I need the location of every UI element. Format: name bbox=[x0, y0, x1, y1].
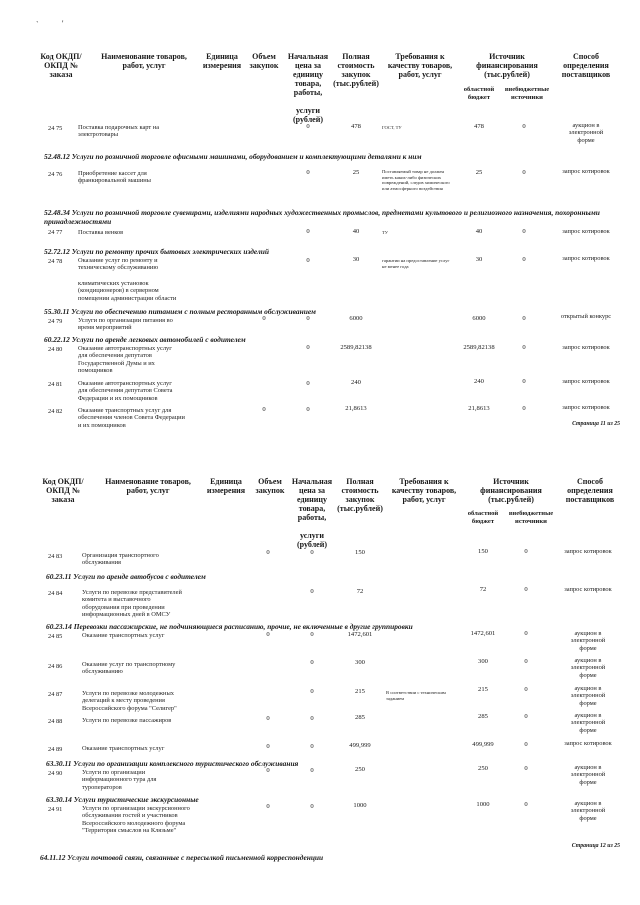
quality-requirements: ТУ bbox=[382, 230, 389, 235]
volume: 0 bbox=[262, 315, 266, 322]
procurement-method: запрос котировок bbox=[564, 586, 612, 593]
item-name-continued: климатических установок (кондиционеров) в серверном помещении администрации области bbox=[78, 280, 177, 302]
external-sources: 0 bbox=[522, 344, 526, 351]
start-price: 0 bbox=[306, 380, 310, 387]
section-heading: 60.23.11 Услуги по аренде автобусов с водителем bbox=[46, 572, 206, 581]
header-total: Полная стоимость закупок (тыс.рублей) bbox=[333, 52, 379, 88]
item-name: Услуги по организации питания во время мероприятий bbox=[78, 317, 173, 332]
total-cost: 21,8613 bbox=[345, 405, 367, 412]
regional-budget: 478 bbox=[474, 123, 484, 130]
total-cost: 150 bbox=[355, 549, 365, 556]
regional-budget: 300 bbox=[478, 658, 488, 665]
total-cost: 240 bbox=[351, 379, 361, 386]
order-number: 24 87 bbox=[48, 691, 63, 698]
procurement-method: запрос котировок bbox=[562, 378, 610, 385]
total-cost: 40 bbox=[352, 228, 360, 235]
page-number: Страница 11 из 25 bbox=[572, 421, 620, 427]
order-number: 24 82 bbox=[48, 408, 63, 415]
header-code: Код ОКДП/ ОКПД № заказа bbox=[40, 52, 82, 79]
regional-budget: 40 bbox=[475, 228, 483, 235]
section-heading: 55.30.11 Услуги по обеспечению питанием с полным ресторанным обслуживанием bbox=[44, 307, 316, 316]
total-cost: 1472,601 bbox=[347, 631, 373, 638]
item-name: Оказание автотранспортных услуг для обеспечения депутатов Государственной Думы и их помощников bbox=[78, 345, 172, 375]
total-cost: 25 bbox=[352, 169, 360, 176]
external-sources: 0 bbox=[524, 713, 528, 720]
external-sources: 0 bbox=[524, 741, 528, 748]
regional-budget: 2589,82138 bbox=[463, 344, 495, 351]
order-number: 24 75 bbox=[48, 125, 63, 132]
header-volume: Объем закупок bbox=[255, 477, 285, 495]
section-heading: 60.22.12 Услуги по аренде легковых автомобилей с водителем bbox=[44, 335, 246, 344]
total-cost: 215 bbox=[355, 688, 365, 695]
procurement-method: аукцион в электронной форме bbox=[570, 657, 606, 679]
procurement-method: запрос котировок bbox=[562, 255, 610, 262]
volume: 0 bbox=[266, 767, 270, 774]
procurement-method: запрос котировок bbox=[562, 168, 610, 175]
regional-budget: 25 bbox=[475, 169, 483, 176]
external-sources: 0 bbox=[524, 548, 528, 555]
order-number: 24 91 bbox=[48, 806, 63, 813]
quality-requirements: ГОСТ, ТУ bbox=[382, 125, 402, 130]
start-price: 0 bbox=[306, 169, 310, 176]
order-number: 24 90 bbox=[48, 770, 63, 777]
header-requirements: Требования к качеству товаров, работ, услуг bbox=[387, 52, 453, 79]
header-start-price-tail: услуги (рублей) bbox=[296, 531, 327, 549]
regional-budget: 499,999 bbox=[472, 741, 494, 748]
item-name: Оказание транспортных услуг bbox=[82, 632, 165, 639]
regional-budget: 250 bbox=[478, 765, 488, 772]
section-heading: 63.30.14 Услуги туристические экскурсионные bbox=[46, 795, 199, 804]
order-number: 24 89 bbox=[48, 746, 63, 753]
item-name: Оказание транспортных услуг bbox=[82, 745, 165, 752]
total-cost: 478 bbox=[351, 123, 361, 130]
quality-requirements: В соответствии с техническим заданием bbox=[386, 690, 446, 701]
external-sources: 0 bbox=[524, 586, 528, 593]
item-name: Оказание услуг по транспортному обслуживанию bbox=[82, 661, 176, 676]
header-unit: Единица измерения bbox=[206, 477, 246, 495]
header-requirements: Требования к качеству товаров, работ, услуг bbox=[391, 477, 457, 504]
header-source-regional: областной бюджет bbox=[467, 510, 499, 525]
regional-budget: 215 bbox=[478, 686, 488, 693]
section-heading: 63.30.11 Услуги по организации комплексного туристического обслуживания bbox=[46, 759, 299, 768]
header-unit: Единица измерения bbox=[202, 52, 242, 70]
header-volume: Объем закупок bbox=[249, 52, 279, 70]
start-price: 0 bbox=[306, 228, 310, 235]
procurement-method: аукцион в электронной форме bbox=[570, 764, 606, 786]
external-sources: 0 bbox=[522, 228, 526, 235]
header-source: Источник финансирования (тыс.рублей) bbox=[480, 477, 542, 504]
item-name: Поставка подарочных карт на электротовары bbox=[78, 124, 160, 139]
procurement-method: запрос котировок bbox=[564, 740, 612, 747]
section-heading: 64.11.12 Услуги почтовой связи, связанные с пересылкой письменной корреспонденции bbox=[40, 853, 324, 862]
order-number: 24 81 bbox=[48, 381, 63, 388]
external-sources: 0 bbox=[524, 658, 528, 665]
item-name: Оказание транспортных услуг для обеспечения членов Совета Федерации и их помощников bbox=[78, 407, 185, 429]
regional-budget: 285 bbox=[478, 713, 488, 720]
external-sources: 0 bbox=[522, 256, 526, 263]
procurement-method: аукцион в электронной форме bbox=[570, 630, 606, 652]
header-start-price: Начальная цена за единицу товара, работы, bbox=[287, 52, 329, 97]
header-name: Наименование товаров, работ, услуг bbox=[101, 52, 187, 70]
total-cost: 72 bbox=[356, 588, 364, 595]
volume: 0 bbox=[266, 743, 270, 750]
regional-budget: 240 bbox=[474, 378, 484, 385]
regional-budget: 6000 bbox=[472, 315, 486, 322]
header-start-price: Начальная цена за единицу товара, работы, bbox=[291, 477, 333, 522]
start-price: 0 bbox=[310, 688, 314, 695]
procurement-method: запрос котировок bbox=[562, 228, 610, 235]
order-number: 24 88 bbox=[48, 718, 63, 725]
volume: 0 bbox=[262, 406, 266, 413]
section-heading: 52.48.12 Услуги по розничной торговле офисными машинами, оборудованием и комплектующими деталями к ним bbox=[44, 152, 422, 161]
item-name: Организация транспортного обслуживания bbox=[82, 552, 159, 567]
start-price: 0 bbox=[306, 344, 310, 351]
header-total: Полная стоимость закупок (тыс.рублей) bbox=[337, 477, 383, 513]
start-price: 0 bbox=[306, 406, 310, 413]
start-price: 0 bbox=[306, 123, 310, 130]
order-number: 24 85 bbox=[48, 633, 63, 640]
order-number: 24 76 bbox=[48, 171, 63, 178]
volume: 0 bbox=[266, 631, 270, 638]
header-source-external: внебюджетные источники bbox=[504, 86, 550, 101]
procurement-method: запрос котировок bbox=[562, 404, 610, 411]
header-name: Наименование товаров, работ, услуг bbox=[105, 477, 191, 495]
regional-budget: 1472,601 bbox=[470, 630, 496, 637]
header-code: Код ОКДП/ ОКПД № заказа bbox=[42, 477, 84, 504]
regional-budget: 21,8613 bbox=[468, 405, 490, 412]
external-sources: 0 bbox=[522, 405, 526, 412]
start-price: 0 bbox=[310, 743, 314, 750]
page-number: Страница 12 из 25 bbox=[571, 843, 620, 849]
item-name: Поставка венков bbox=[78, 229, 124, 236]
volume: 0 bbox=[266, 549, 270, 556]
procurement-method: аукцион в электронной форме bbox=[570, 685, 606, 707]
scan-mark: ' bbox=[62, 19, 64, 28]
external-sources: 0 bbox=[522, 123, 526, 130]
external-sources: 0 bbox=[524, 686, 528, 693]
regional-budget: 72 bbox=[479, 586, 487, 593]
start-price: 0 bbox=[310, 767, 314, 774]
item-name: Услуги по организации экскурсионного обслуживания гостей и участников Всероссийского молодежного форума "Территория смыслов на Клязьме" bbox=[82, 805, 190, 835]
scan-mark: ` bbox=[36, 20, 39, 29]
order-number: 24 86 bbox=[48, 663, 63, 670]
start-price: 0 bbox=[306, 257, 310, 264]
item-name: Приобретение кассет для франкировальной машины bbox=[78, 170, 151, 185]
start-price: 0 bbox=[306, 315, 310, 322]
total-cost: 1000 bbox=[353, 802, 367, 809]
total-cost: 300 bbox=[355, 659, 365, 666]
order-number: 24 83 bbox=[48, 553, 63, 560]
header-method: Способ определения поставщиков bbox=[565, 477, 615, 504]
regional-budget: 30 bbox=[475, 256, 483, 263]
regional-budget: 150 bbox=[478, 548, 488, 555]
order-number: 24 77 bbox=[48, 229, 63, 236]
procurement-method: аукцион в электронной форме bbox=[568, 122, 604, 144]
start-price: 0 bbox=[310, 549, 314, 556]
order-number: 24 84 bbox=[48, 590, 63, 597]
procurement-method: аукцион в электронной форме bbox=[570, 800, 606, 822]
procurement-method: запрос котировок bbox=[564, 548, 612, 555]
item-name: Оказание автотранспортных услуг для обеспечения депутатов Совета Федерации и их помощников bbox=[78, 380, 173, 402]
external-sources: 0 bbox=[524, 630, 528, 637]
start-price: 0 bbox=[310, 659, 314, 666]
item-name: Услуги по перевозке представителей комитета и выставочного оборудования при проведении информационных дней в ОМСУ bbox=[82, 589, 182, 619]
total-cost: 250 bbox=[355, 766, 365, 773]
total-cost: 2589,82138 bbox=[340, 344, 372, 351]
start-price: 0 bbox=[310, 588, 314, 595]
external-sources: 0 bbox=[524, 801, 528, 808]
total-cost: 30 bbox=[352, 256, 360, 263]
total-cost: 6000 bbox=[349, 315, 363, 322]
external-sources: 0 bbox=[522, 169, 526, 176]
external-sources: 0 bbox=[524, 765, 528, 772]
section-heading: 60.23.14 Перевозки пассажирские, не подчиняющиеся расписанию, прочие, не включенные в другие группировки bbox=[46, 622, 413, 631]
item-name: Услуги по перевозке молодежных делегаций к месту проведения Всероссийского форума "Селигер" bbox=[82, 690, 177, 712]
total-cost: 285 bbox=[355, 714, 365, 721]
header-source: Источник финансирования (тыс.рублей) bbox=[476, 52, 538, 79]
item-name: Услуги по организации информационного тура для туроператоров bbox=[82, 769, 157, 791]
volume: 0 bbox=[266, 715, 270, 722]
start-price: 0 bbox=[310, 631, 314, 638]
item-name: Оказание услуг по ремонту и техническому обслуживанию bbox=[78, 257, 159, 272]
external-sources: 0 bbox=[522, 378, 526, 385]
procurement-method: аукцион в электронной форме bbox=[570, 712, 606, 734]
section-heading: 52.72.12 Услуги по ремонту прочих бытовых электрических изделий bbox=[44, 247, 270, 256]
quality-requirements: гарантии на предоставление услуг не менее года bbox=[382, 258, 450, 269]
start-price: 0 bbox=[310, 715, 314, 722]
volume: 0 bbox=[266, 803, 270, 810]
header-start-price-tail: услуги (рублей) bbox=[292, 106, 323, 124]
quality-requirements: Поставляемый товар не должен иметь каких-либо физических повреждений, следов химического или атмосферного воздействия bbox=[382, 169, 450, 191]
order-number: 24 80 bbox=[48, 346, 63, 353]
external-sources: 0 bbox=[522, 315, 526, 322]
item-name: Услуги по перевозке пассажиров bbox=[82, 717, 172, 724]
order-number: 24 79 bbox=[48, 318, 63, 325]
procurement-method: открытый конкурс bbox=[560, 313, 612, 320]
start-price: 0 bbox=[310, 803, 314, 810]
total-cost: 499,999 bbox=[349, 742, 371, 749]
header-source-regional: областной бюджет bbox=[463, 86, 495, 101]
section-heading: 52.48.34 Услуги по розничной торговле сувенирами, изделиями народных художественных промыслов, предметами культового и религиозного назначения, похоронными принадлежностями bbox=[44, 208, 600, 226]
header-source-external: внебюджетные источники bbox=[508, 510, 554, 525]
regional-budget: 1000 bbox=[476, 801, 490, 808]
header-method: Способ определения поставщиков bbox=[561, 52, 611, 79]
order-number: 24 78 bbox=[48, 258, 63, 265]
procurement-method: запрос котировок bbox=[562, 344, 610, 351]
